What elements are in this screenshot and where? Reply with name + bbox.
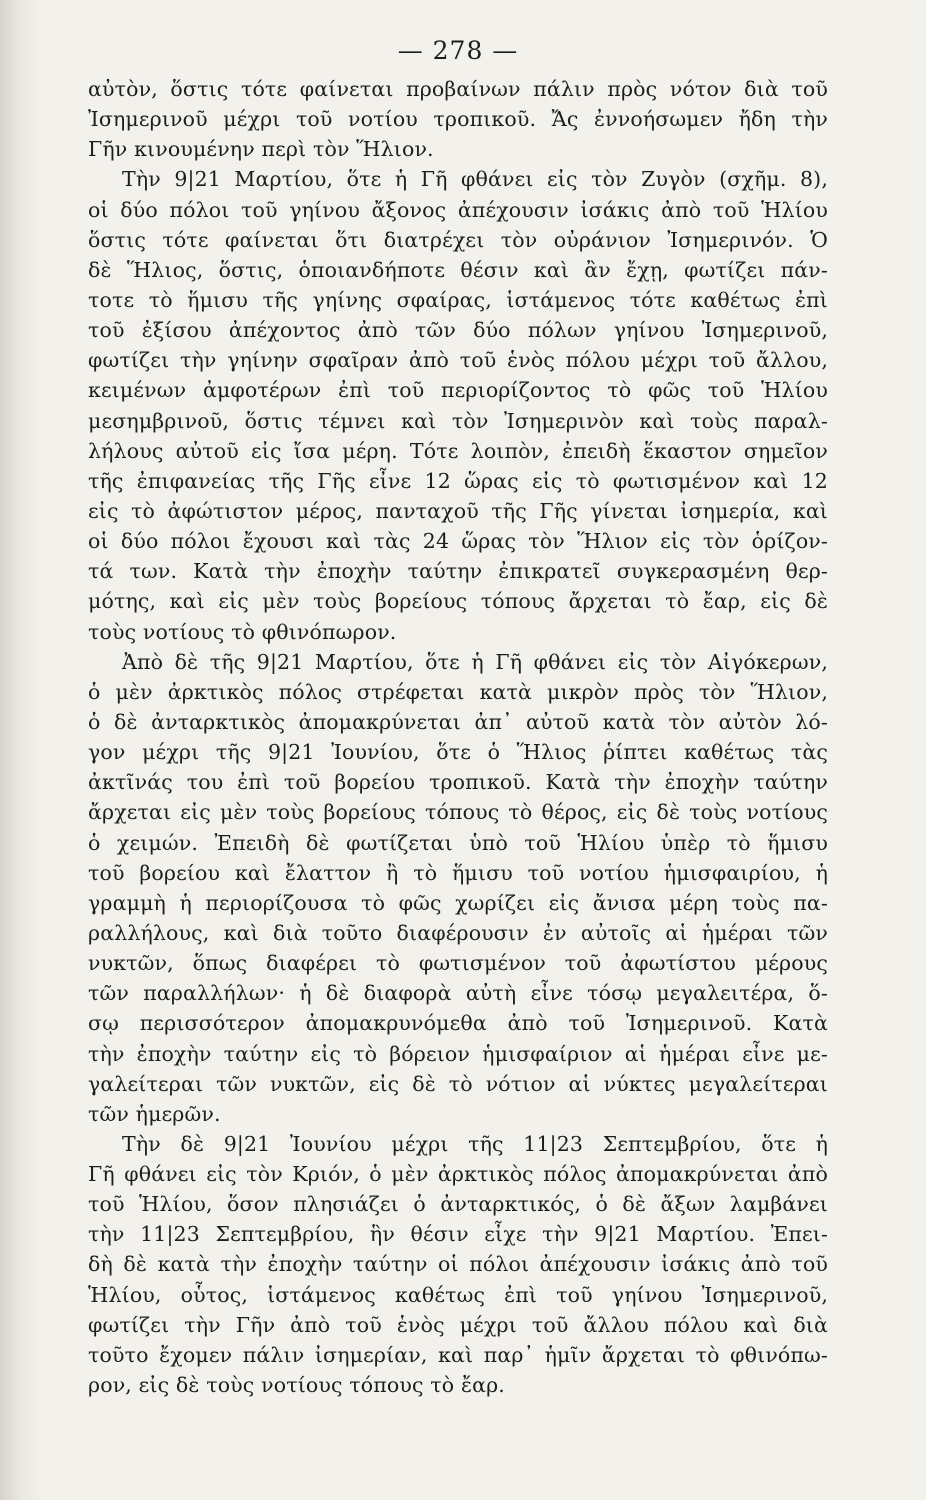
text-line: τά των. Κατὰ τὴν ἐποχὴν ταύτην ἐπικρατεῖ συγκερασμένη θερ-	[88, 559, 828, 584]
text-line: Γῆν κινουμένην περὶ τὸν Ἥλιον.	[88, 137, 434, 162]
text-line: ραλλήλους, καὶ διὰ τοῦτο διαφέρουσιν ἐν αὐτοῖς αἱ ἡμέραι τῶν	[88, 920, 828, 945]
text-line: Ἰσημερινοῦ μέχρι τοῦ νοτίου τροπικοῦ. Ἄς ἐννοήσωμεν ἤδη τὴν	[88, 107, 828, 132]
text-line: κειμένων ἀμφοτέρων ἐπὶ τοῦ περιορίζοντος τὸ φῶς τοῦ Ἡλίου	[88, 378, 828, 403]
page-text-body	[88, 74, 828, 1400]
text-line: οἱ δύο πόλοι ἔχουσι καὶ τὰς 24 ὥρας τὸν Ἥλιον εἰς τὸν ὁρίζον-	[88, 529, 828, 554]
text-line: τοῦ βορείου καὶ ἔλαττον ἢ τὸ ἥμισυ τοῦ νοτίου ἡμισφαιρίου, ἡ	[88, 860, 828, 885]
page-binding-shadow	[0, 0, 40, 1500]
text-line: λήλους αὐτοῦ εἰς ἴσα μέρη. Τότε λοιπὸν, ἐπειδὴ ἕκαστον σημεῖον	[88, 438, 828, 463]
text-line: τοῦ Ἡλίου, ὅσον πλησιάζει ὁ ἀνταρκτικός, ὁ δὲ ἄξων λαμβάνει	[88, 1192, 828, 1217]
text-line: τοὺς νοτίους τὸ φθινόπωρον.	[88, 619, 397, 644]
text-line: ρον, εἰς δὲ τοὺς νοτίους τόπους τὸ ἔαρ.	[88, 1373, 505, 1398]
text-line: ὁ χειμών. Ἐπειδὴ δὲ φωτίζεται ὑπὸ τοῦ Ἡλίου ὑπὲρ τὸ ἥμισυ	[88, 830, 828, 855]
text-line: τὴν 11|23 Σεπτεμβρίου, ἣν θέσιν εἶχε τὴν 9|21 Μαρτίου. Ἐπει-	[88, 1222, 828, 1247]
text-line: νυκτῶν, ὅπως διαφέρει τὸ φωτισμένον τοῦ ἀφωτίστου μέρους	[88, 951, 828, 976]
text-line: τοῦτο ἔχομεν πάλιν ἰσημερίαν, καὶ παρ᾽ ἡμῖν ἄρχεται τὸ φθινόπω-	[88, 1342, 828, 1367]
text-line: Ἡλίου, οὗτος, ἱστάμενος καθέτως ἐπὶ τοῦ γηίνου Ἰσημερινοῦ,	[88, 1282, 828, 1307]
text-line: Τὴν δὲ 9|21 Ἰουνίου μέχρι τῆς 11|23 Σεπτεμβρίου, ὅτε ἡ	[122, 1131, 828, 1156]
text-line: Γῆ φθάνει εἰς τὸν Κριόν, ὁ μὲν ἀρκτικὸς πόλος ἀπομακρύνεται ἀπὸ	[88, 1162, 828, 1187]
text-line: δὴ δὲ κατὰ τὴν ἐποχὴν ταύτην οἱ πόλοι ἀπέχουσιν ἰσάκις ἀπὸ τοῦ	[88, 1252, 828, 1277]
text-line: φωτίζει τὴν γηίνην σφαῖραν ἀπὸ τοῦ ἑνὸς πόλου μέχρι τοῦ ἄλλου,	[88, 348, 828, 373]
text-line: ἄρχεται εἰς μὲν τοὺς βορείους τόπους τὸ θέρος, εἰς δὲ τοὺς νοτίους	[88, 800, 828, 825]
text-line: αὐτὸν, ὅστις τότε φαίνεται προβαίνων πάλιν πρὸς νότον διὰ τοῦ	[88, 77, 828, 101]
text-line: σῳ περισσότερον ἀπομακρυνόμεθα ἀπὸ τοῦ Ἰσημερινοῦ. Κατὰ	[88, 1011, 828, 1036]
text-line: τῆς ἐπιφανείας τῆς Γῆς εἶνε 12 ὥρας εἰς τὸ φωτισμένον καὶ 12	[88, 468, 828, 493]
text-line: μεσημβρινοῦ, ὅστις τέμνει καὶ τὸν Ἰσημερινὸν καὶ τοὺς παραλ-	[88, 408, 828, 433]
text-line: Τὴν 9|21 Μαρτίου, ὅτε ἡ Γῆ φθάνει εἰς τὸν Ζυγὸν (σχῆμ. 8),	[122, 167, 828, 192]
text-line: γραμμὴ ἡ περιορίζουσα τὸ φῶς χωρίζει εἰς ἄνισα μέρη τοὺς πα-	[88, 890, 828, 915]
text-line: τοτε τὸ ἥμισυ τῆς γηίνης σφαίρας, ἱστάμενος τότε καθέτως ἐπὶ	[88, 287, 828, 312]
book-page	[88, 28, 828, 1400]
text-line: ὁ δὲ ἀνταρκτικὸς ἀπομακρύνεται ἀπ᾽ αὐτοῦ κατὰ τὸν αὐτὸν λό-	[88, 709, 828, 734]
text-line: ὁ μὲν ἀρκτικὸς πόλος στρέφεται κατὰ μικρὸν πρὸς τὸν Ἥλιον,	[88, 679, 828, 704]
text-line: ὅστις τότε φαίνεται ὅτι διατρέχει τὸν οὐράνιον Ἰσημερινόν. Ὁ	[88, 227, 828, 252]
text-line: δὲ Ἥλιος, ὅστις, ὁποιανδήποτε θέσιν καὶ ἂν ἔχῃ, φωτίζει πάν-	[88, 257, 828, 282]
text-line: φωτίζει τὴν Γῆν ἀπὸ τοῦ ἑνὸς μέχρι τοῦ ἄλλου πόλου καὶ διὰ	[88, 1312, 828, 1337]
page-number: — 278 —	[397, 36, 519, 65]
text-line: τῶν παραλλήλων· ἡ δὲ διαφορὰ αὐτὴ εἶνε τόσῳ μεγαλειτέρα, ὅ-	[88, 981, 828, 1006]
text-line: εἰς τὸ ἀφώτιστον μέρος, πανταχοῦ τῆς Γῆς γίνεται ἰσημερία, καὶ	[88, 498, 828, 523]
text-line: τοῦ ἐξίσου ἀπέχοντος ἀπὸ τῶν δύο πόλων γηίνου Ἰσημερινοῦ,	[88, 318, 828, 343]
text-line: οἱ δύο πόλοι τοῦ γηίνου ἄξονος ἀπέχουσιν ἰσάκις ἀπὸ τοῦ Ἡλίου	[88, 197, 828, 222]
text-line: γαλείτεραι τῶν νυκτῶν, εἰς δὲ τὸ νότιον αἱ νύκτες μεγαλείτεραι	[88, 1071, 828, 1096]
text-line: γον μέχρι τῆς 9|21 Ἰουνίου, ὅτε ὁ Ἥλιος ῥίπτει καθέτως τὰς	[88, 740, 828, 765]
text-line: ἀκτῖνάς του ἐπὶ τοῦ βορείου τροπικοῦ. Κατὰ τὴν ἐποχὴν ταύτην	[88, 770, 828, 795]
text-line: μότης, καὶ εἰς μὲν τοὺς βορείους τόπους ἄρχεται τὸ ἔαρ, εἰς δὲ	[88, 589, 828, 614]
text-line: τὴν ἐποχὴν ταύτην εἰς τὸ βόρειον ἡμισφαίριον αἱ ἡμέραι εἶνε με-	[88, 1041, 828, 1066]
text-line: Ἀπὸ δὲ τῆς 9|21 Μαρτίου, ὅτε ἡ Γῆ φθάνει εἰς τὸν Αἰγόκερων,	[122, 649, 828, 674]
text-line: τῶν ἡμερῶν.	[88, 1101, 221, 1126]
